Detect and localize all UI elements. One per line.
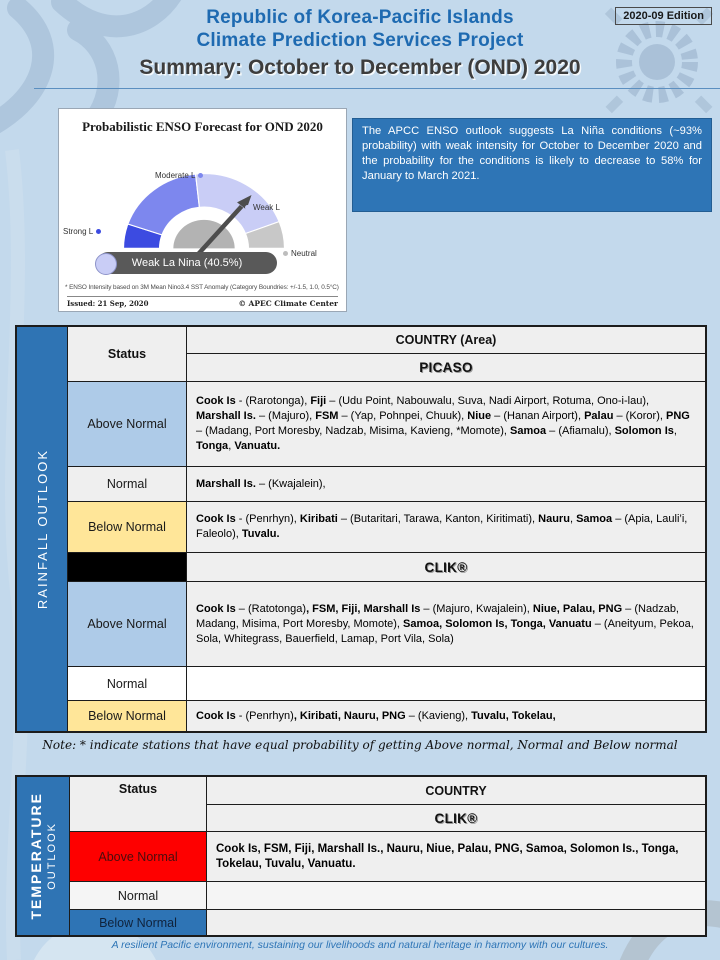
temperature-above-normal-label: Above Normal [70,832,206,881]
gauge-label-strong-text: Strong L [63,227,94,236]
table-note: Note: * indicate stations that have equal probability of getting Above normal, Normal and Below normal [42,738,678,752]
rainfall-picaso-above-normal-countries: Cook Is - (Rarotonga), Fiji – (Udu Point, Nabouwalu, Suva, Nadi Airport, Rotuma, Ono-i-lau), Marshall Is. – (Majuro), FSM – (Yap, Pohnpei, Chuuk), Niue – (Hanan Airport), Palau – (Koror), PNG – (Madang, Port Moresby, Nadzab, Misima, Kavieng, *Momote), Samoa – (Afiamalu), Solomon Is, Tonga, Vanuatu. [187,382,705,466]
rainfall-clik-normal-label: Normal [68,667,186,700]
rainfall-picaso-normal-countries: Marshall Is. – (Kwajalein), [187,467,705,501]
weak-dot-icon [245,205,250,210]
gauge-value-pill [97,252,277,274]
gauge-label-neutral [283,249,317,258]
enso-outlook-infobox: The APCC ENSO outlook suggests La Niña conditions (~93% probability) with weak intensity for October to December 2020 and the probability for the conditions is likely to decrease to 58% for January to March 2021. [352,118,712,212]
rainfall-clik-black-cell [68,553,186,581]
temperature-sidebar-label: TEMPERATURE [28,792,44,920]
neutral-dot-icon [283,251,288,256]
temperature-source-clik: CLIK® [207,805,705,831]
gauge-label-weak-text: Weak L [253,203,280,212]
pill-dot-icon [95,253,117,275]
page-title: Summary: October to December (OND) 2020 [139,56,581,80]
strong-dot-icon [96,229,101,234]
gauge-label-moderate-text: Moderate L [155,171,196,180]
gauge-value-label: Weak La Nina (40.5%) [131,257,243,269]
temperature-normal-countries [207,882,705,909]
rainfall-clik-above-normal-label: Above Normal [68,582,186,666]
rainfall-source-picaso: PICASO [187,354,705,381]
gauge-label-neutral-text: Neutral [291,249,317,258]
title-line2: Climate Prediction Services Project [196,30,524,52]
rainfall-clik-below-normal-countries: Cook Is - (Penrhyn), Kiribati, Nauru, PNG – (Kavieng), Tuvalu, Tokelau, [187,701,705,731]
rainfall-clik-below-normal-label: Below Normal [68,701,186,731]
rainfall-sidebar [17,327,67,731]
temperature-country-header: COUNTRY [207,777,705,804]
temperature-sidebar-sublabel: OUTLOOK [46,822,58,890]
temperature-above-normal-countries: Cook Is, FSM, Fiji, Marshall Is., Nauru, Niue, Palau, PNG, Samoa, Solomon Is., Tonga, Tokelau, Tuvalu, Vanuatu. [207,832,705,881]
chart-footer-divider [67,296,338,297]
rainfall-outlook-table [15,325,707,733]
temperature-status-header: Status [70,777,206,831]
rainfall-country-header: COUNTRY (Area) [187,327,705,353]
gauge-label-moderate [155,171,203,180]
rainfall-sidebar-label: RAINFALL OUTLOOK [34,448,50,610]
rainfall-picaso-above-normal-label: Above Normal [68,382,186,466]
rainfall-clik-normal-countries [187,667,705,700]
chart-issued-date: Issued: 21 Sep, 2020 [67,299,149,308]
rainfall-source-clik: CLIK® [187,553,705,581]
chart-credit: © APEC Climate Center [238,299,338,308]
temperature-normal-label: Normal [70,882,206,909]
rainfall-picaso-normal-label: Normal [68,467,186,501]
temperature-sidebar [17,777,69,935]
gauge-chart [89,163,319,259]
rainfall-status-header: Status [68,327,186,381]
rainfall-clik-above-normal-countries: Cook Is – (Ratotonga), FSM, Fiji, Marshall Is – (Majuro, Kwajalein), Niue, Palau, PNG – (Nadzab, Madang, Misima, Port Moresby, Momote), Samoa, Solomon Is, Tonga, Vanuatu – (Aneityum, Pekoa, Sola, Whitegrass, Bauerfield, Lamap, Port Vila, Sola) [187,582,705,666]
temperature-below-normal-label: Below Normal [70,910,206,935]
rainfall-picaso-below-normal-label: Below Normal [68,502,186,552]
chart-footnote: * ENSO Intensity based on 3M Mean Nino3.4 SST Anomaly (Category Boundries: +/-1.5, 1.0, 0.5°C) [65,284,339,291]
temperature-below-normal-countries [207,910,705,935]
edition-badge: 2020-09 Edition [615,7,712,25]
gauge-label-strong [63,227,101,236]
moderate-dot-icon [198,173,203,178]
rainfall-picaso-below-normal-countries: Cook Is - (Penrhyn), Kiribati – (Butaritari, Tarawa, Kanton, Kiritimati), Nauru, Samoa – (Apia, Lauli’i, Faleolo), Tuvalu. [187,502,705,552]
title-line1: Republic of Korea-Pacific Islands [206,7,514,28]
gauge-label-weak [245,203,280,212]
header-divider [34,88,720,89]
chart-title: Probabilistic ENSO Forecast for OND 2020 [82,119,323,134]
page-header [0,6,720,81]
enso-forecast-chart [58,108,347,312]
footer-motto: A resilient Pacific environment, sustaining our livelihoods and natural heritage in harmony with our cultures. [111,939,609,951]
temperature-outlook-table [15,775,707,937]
